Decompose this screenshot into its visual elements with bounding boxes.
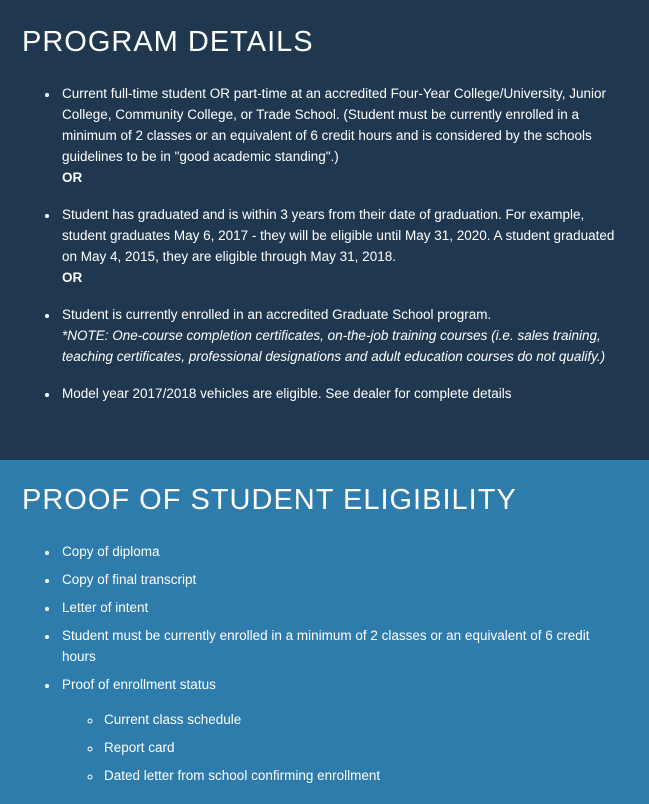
- bullet-or-text: OR: [62, 170, 83, 185]
- list-item: [59, 674, 625, 786]
- enrollment-status-sublist: [62, 709, 625, 786]
- list-item: [59, 304, 625, 367]
- sub-bullet-text: Current class schedule: [104, 712, 242, 727]
- proof-of-eligibility-list: [22, 541, 625, 786]
- program-details-title: PROGRAM DETAILS: [22, 26, 314, 58]
- proof-of-eligibility-title: PROOF OF STUDENT ELIGIBILITY: [22, 484, 517, 516]
- bullet-text: Letter of intent: [62, 600, 149, 615]
- list-item: [59, 204, 625, 288]
- bullet-text: Copy of final transcript: [62, 572, 197, 587]
- bullet-text: Copy of diploma: [62, 544, 160, 559]
- sub-bullet-text: Report card: [104, 740, 175, 755]
- bullet-text: Proof of enrollment status: [62, 677, 216, 692]
- list-item: [59, 541, 625, 562]
- bullet-text: Student has graduated and is within 3 years from their date of graduation. For example, student graduates May 6, 2017 - they will be eligible until May 31, 2020. A student graduated on May 4, 2015, they are eligible through May 31, 2018.: [62, 207, 615, 264]
- list-item: [59, 597, 625, 618]
- bullet-note-text: *NOTE: One-course completion certificates, on-the-job training courses (i.e. sales training, teaching certificates, professional designations and adult education courses do not qualify.): [62, 328, 606, 364]
- sub-bullet-text: Dated letter from school confirming enrollment: [104, 768, 381, 783]
- bullet-text: Model year 2017/2018 vehicles are eligible. See dealer for complete details: [62, 386, 512, 401]
- sub-list-item: [102, 709, 625, 730]
- list-item: [59, 383, 625, 404]
- bullet-text: Student must be currently enrolled in a minimum of 2 classes or an equivalent of 6 credit hours: [62, 628, 590, 664]
- list-item: [59, 83, 625, 188]
- sub-list-item: [102, 737, 625, 758]
- proof-of-eligibility-section: [0, 460, 649, 804]
- bullet-text: Student is currently enrolled in an accredited Graduate School program.: [62, 307, 492, 322]
- bullet-or-text: OR: [62, 270, 83, 285]
- sub-list-item: [102, 765, 625, 786]
- bullet-text: Current full-time student OR part-time at an accredited Four-Year College/University, Junior College, Community College, or Trade School. (Student must be currently enrolled in a minimum of 2 classes or an equivalent of 6 credit hours and is considered by the schools guidelines to be in "good academic standing".): [62, 86, 606, 164]
- list-item: [59, 625, 625, 667]
- program-details-list: [22, 83, 625, 404]
- list-item: [59, 569, 625, 590]
